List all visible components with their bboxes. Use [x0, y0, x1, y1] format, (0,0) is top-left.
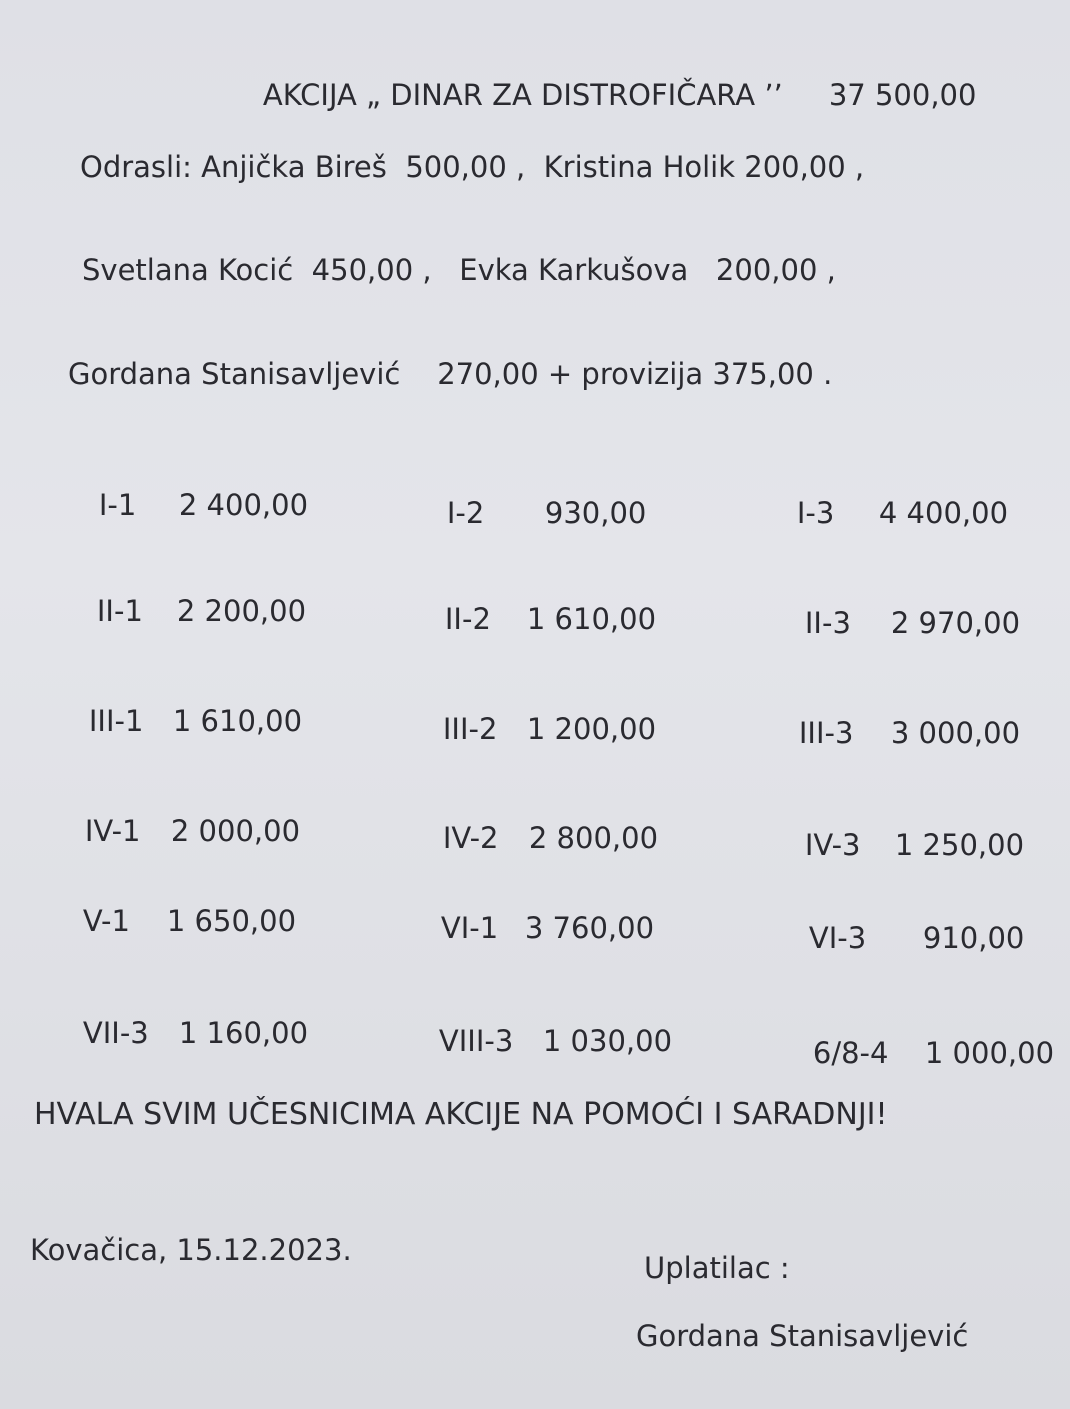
- class-code: VIII-3: [438, 1024, 514, 1058]
- class-amount: 1 000,00: [924, 1036, 1055, 1070]
- thanks-message: HVALA SVIM UČESNICIMA AKCIJE NA POMOĆI I SARADNJI!: [34, 1097, 888, 1132]
- class-code: VII-3: [82, 1016, 149, 1050]
- class-entry: [60, 568, 306, 655]
- class-entry: [402, 998, 672, 1085]
- document-title: [226, 52, 976, 139]
- class-code: II-2: [444, 602, 491, 636]
- class-code: III-1: [88, 704, 144, 738]
- class-amount: 2 800,00: [528, 821, 659, 855]
- class-amount: 4 400,00: [878, 496, 1009, 530]
- class-code: IV-2: [442, 821, 499, 855]
- class-code: I-1: [98, 488, 137, 522]
- class-code: II-1: [96, 594, 143, 628]
- class-entry: [772, 895, 1024, 982]
- class-code: I-3: [796, 496, 835, 530]
- class-entry: [768, 580, 1020, 667]
- class-entry: [768, 802, 1024, 889]
- adults-line-2: Svetlana Kocić 450,00 , Evka Karkušova 200,00 ,: [82, 253, 836, 287]
- title-text: AKCIJA „ DINAR ZA DISTROFIČARA ’’: [262, 78, 783, 112]
- class-entry: [762, 690, 1020, 777]
- class-entry: [776, 1010, 1054, 1097]
- class-amount: 1 610,00: [172, 704, 303, 738]
- class-amount: 3 760,00: [524, 911, 655, 945]
- class-amount: 1 610,00: [526, 602, 657, 636]
- class-entry: [406, 686, 656, 773]
- class-entry: [410, 470, 646, 557]
- class-amount: 2 200,00: [176, 594, 307, 628]
- class-entry: [406, 795, 658, 882]
- class-entry: [62, 462, 308, 549]
- class-amount: 2 000,00: [170, 814, 301, 848]
- class-entry: [408, 576, 656, 663]
- class-amount: 2 400,00: [178, 488, 309, 522]
- class-amount: 1 030,00: [542, 1024, 673, 1058]
- class-entry: [760, 470, 1008, 557]
- adults-line-1: Odrasli: Anjička Bireš 500,00 , Kristina Holik 200,00 ,: [80, 150, 865, 184]
- class-entry: [46, 878, 296, 965]
- class-amount: 1 250,00: [894, 828, 1025, 862]
- class-amount: 3 000,00: [890, 716, 1021, 750]
- adults-line-3: Gordana Stanisavljević 270,00 + provizija 375,00 .: [68, 357, 833, 391]
- class-code: IV-1: [84, 814, 141, 848]
- class-entry: [52, 678, 302, 765]
- class-code: VI-1: [440, 911, 499, 945]
- payer-name: Gordana Stanisavljević: [636, 1319, 969, 1353]
- title-total: 37 500,00: [828, 78, 977, 112]
- place-date: Kovačica, 15.12.2023.: [30, 1233, 352, 1267]
- class-code: I-2: [446, 496, 485, 530]
- payer-label: Uplatilac :: [644, 1251, 790, 1285]
- class-code: III-2: [442, 712, 498, 746]
- class-amount: 1 650,00: [166, 904, 297, 938]
- class-code: 6/8-4: [812, 1036, 889, 1070]
- class-amount: 2 970,00: [890, 606, 1021, 640]
- class-amount: 1 200,00: [526, 712, 657, 746]
- class-code: IV-3: [804, 828, 861, 862]
- class-amount: 910,00: [922, 921, 1025, 955]
- class-amount: 1 160,00: [178, 1016, 309, 1050]
- class-amount: 930,00: [544, 496, 647, 530]
- class-entry: [48, 788, 300, 875]
- class-entry: [404, 885, 654, 972]
- class-code: V-1: [82, 904, 130, 938]
- class-entry: [46, 990, 308, 1077]
- class-code: II-3: [804, 606, 851, 640]
- class-code: VI-3: [808, 921, 867, 955]
- class-code: III-3: [798, 716, 854, 750]
